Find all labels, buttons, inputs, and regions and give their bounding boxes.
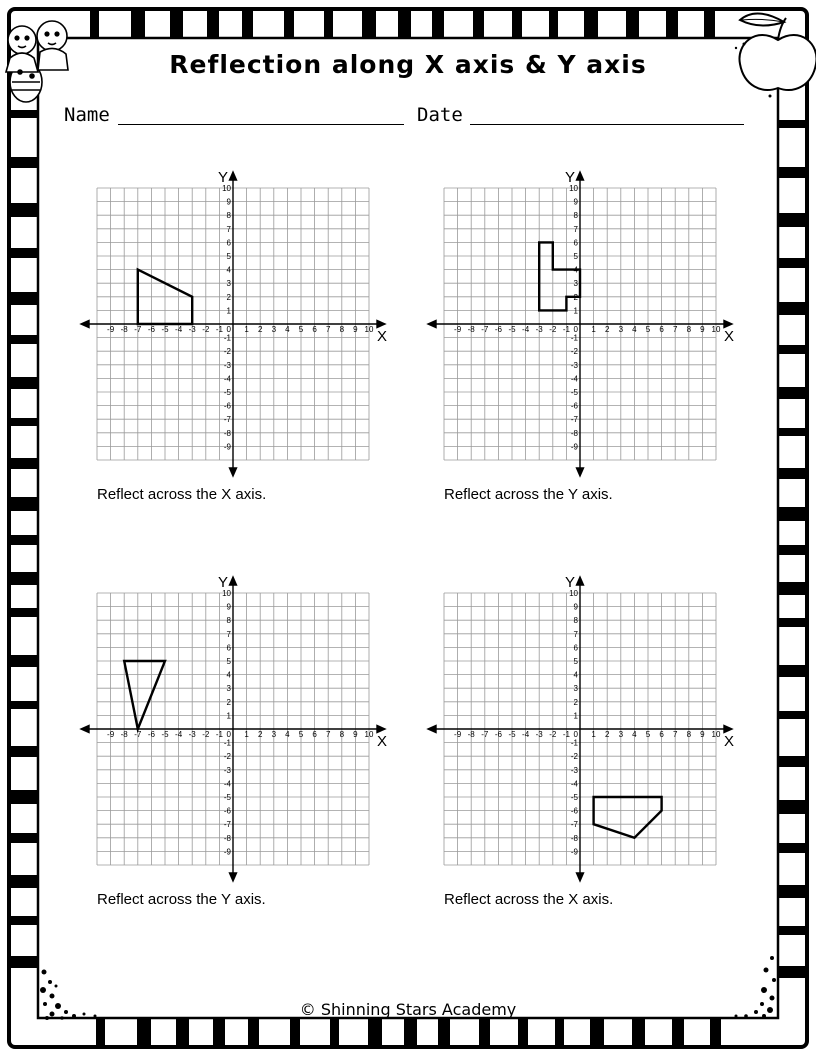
y-tick-label: 2 [573, 697, 578, 707]
axes [81, 172, 388, 476]
y-tick-label: -3 [223, 765, 231, 775]
y-tick-label: 8 [226, 616, 231, 626]
x-tick-label: -2 [549, 730, 557, 739]
y-tick-label: -7 [570, 820, 578, 830]
x-axis-arrow-right [724, 321, 732, 328]
y-tick-label: 9 [573, 602, 578, 612]
y-tick-label: 3 [573, 684, 578, 694]
y-tick-label: 9 [226, 197, 231, 207]
x-tick-label: -6 [494, 325, 502, 334]
y-tick-label: 10 [569, 184, 578, 193]
y-tick-label: -1 [223, 333, 231, 343]
x-axis-label: X [377, 733, 388, 750]
y-axis-label: Y [565, 169, 576, 186]
x-tick-label: 2 [604, 325, 610, 334]
y-tick-label: 2 [226, 697, 231, 707]
y-tick-label: 6 [226, 238, 231, 248]
x-tick-label: -1 [215, 730, 223, 739]
x-tick-label: -1 [562, 730, 570, 739]
x-axis-arrow-right [724, 726, 732, 733]
y-tick-label: -4 [570, 779, 578, 789]
copyright-footer: © Shinning Stars Academy [299, 1000, 517, 1019]
y-tick-label: -1 [570, 333, 578, 343]
y-tick-label: 9 [573, 197, 578, 207]
x-tick-label: 2 [604, 730, 610, 739]
y-tick-label: -6 [570, 806, 578, 816]
tick-labels [454, 184, 721, 451]
x-tick-label: 3 [271, 730, 277, 739]
x-tick-label: -9 [454, 730, 462, 739]
x-tick-label: 1 [591, 730, 596, 739]
x-tick-label: -9 [107, 325, 115, 334]
x-tick-label: 10 [711, 325, 721, 334]
x-tick-label: 8 [686, 325, 692, 334]
x-tick-label: -6 [494, 730, 502, 739]
x-tick-label: 7 [325, 325, 331, 334]
x-tick-label: -7 [481, 730, 489, 739]
x-tick-label: 3 [271, 325, 277, 334]
y-tick-label: 4 [226, 265, 231, 275]
x-tick-label: 3 [618, 730, 624, 739]
y-tick-label: 7 [226, 224, 231, 234]
y-tick-label: -6 [223, 401, 231, 411]
y-tick-label: -9 [223, 847, 231, 857]
x-tick-label: 10 [711, 730, 721, 739]
y-tick-label: -2 [223, 752, 231, 762]
y-tick-label: 6 [573, 643, 578, 653]
coordinate-grid-3 [81, 574, 387, 881]
y-tick-label: -7 [223, 820, 231, 830]
instruction-4: Reflect across the X axis. [444, 891, 614, 908]
x-tick-label: -8 [467, 325, 475, 334]
y-tick-label: 1 [226, 306, 231, 316]
x-tick-label: -6 [147, 325, 155, 334]
y-tick-label: 7 [226, 629, 231, 639]
tick-labels [454, 589, 721, 856]
y-tick-label: -5 [570, 388, 578, 397]
y-axis-label: Y [218, 574, 229, 591]
y-axis-arrow-down [577, 468, 584, 476]
x-tick-label: 7 [325, 730, 331, 739]
y-tick-label: 5 [226, 252, 231, 261]
y-tick-label: -8 [570, 428, 578, 438]
x-tick-label: -3 [535, 325, 543, 334]
x-axis-label: X [724, 328, 735, 345]
x-tick-label: 9 [353, 730, 358, 739]
coordinate-grid-4 [428, 574, 734, 881]
y-tick-label: -4 [570, 374, 578, 384]
x-tick-label: -3 [535, 730, 543, 739]
x-tick-label: -4 [175, 325, 183, 334]
coordinate-grid-2 [428, 169, 734, 476]
x-tick-label: 10 [364, 325, 374, 334]
x-tick-label: 9 [700, 325, 705, 334]
y-tick-label: -4 [223, 779, 231, 789]
y-tick-label: -3 [223, 360, 231, 370]
x-tick-label: -5 [508, 325, 516, 334]
y-tick-label: 5 [573, 252, 578, 261]
y-tick-label: 3 [226, 279, 231, 289]
x-tick-label: 9 [700, 730, 705, 739]
instruction-1: Reflect across the X axis. [97, 486, 267, 503]
x-axis-arrow-left [428, 321, 436, 328]
tick-labels [107, 184, 374, 451]
x-tick-label: 7 [672, 325, 678, 334]
x-tick-label: 1 [244, 730, 249, 739]
y-tick-label: -8 [223, 428, 231, 438]
y-tick-label: 8 [226, 211, 231, 221]
y-axis-arrow-up [577, 172, 584, 180]
x-tick-label: 5 [298, 730, 304, 739]
x-tick-label: 6 [659, 325, 664, 334]
x-tick-label: -7 [481, 325, 489, 334]
x-axis-arrow-right [377, 321, 385, 328]
x-tick-label: 9 [353, 325, 358, 334]
y-tick-label: 7 [573, 629, 578, 639]
y-tick-label: 7 [573, 224, 578, 234]
x-axis-arrow-left [428, 726, 436, 733]
y-axis-arrow-down [230, 873, 237, 881]
y-tick-label: -5 [570, 793, 578, 802]
origin-tick-label: 0 [573, 730, 578, 739]
y-tick-label: 8 [573, 211, 578, 221]
y-tick-label: -6 [570, 401, 578, 411]
y-tick-label: 10 [222, 589, 231, 598]
x-tick-label: -1 [215, 325, 223, 334]
y-tick-label: -8 [223, 833, 231, 843]
x-tick-label: -3 [188, 730, 196, 739]
axes [428, 577, 735, 881]
x-tick-label: -5 [161, 730, 169, 739]
name-label: Name [64, 104, 110, 126]
y-tick-label: 4 [226, 670, 231, 680]
x-tick-label: 6 [312, 730, 317, 739]
y-tick-label: -8 [570, 833, 578, 843]
x-tick-label: 6 [659, 730, 664, 739]
y-axis-arrow-up [230, 172, 237, 180]
tick-labels [107, 589, 374, 856]
x-tick-label: 2 [257, 730, 263, 739]
x-tick-label: -5 [161, 325, 169, 334]
y-tick-label: -5 [223, 793, 231, 802]
y-tick-label: 1 [573, 306, 578, 316]
x-axis-arrow-left [81, 321, 89, 328]
x-tick-label: 5 [645, 325, 651, 334]
x-tick-label: -9 [454, 325, 462, 334]
x-tick-label: -7 [134, 730, 142, 739]
x-tick-label: -5 [508, 730, 516, 739]
x-tick-label: -2 [202, 730, 210, 739]
y-tick-label: -2 [570, 347, 578, 357]
x-tick-label: 8 [339, 730, 345, 739]
x-tick-label: -9 [107, 730, 115, 739]
y-axis-arrow-up [577, 577, 584, 585]
y-tick-label: 4 [573, 265, 578, 275]
y-tick-label: 4 [573, 670, 578, 680]
x-tick-label: 2 [257, 325, 263, 334]
x-axis-label: X [724, 733, 735, 750]
y-tick-label: -3 [570, 765, 578, 775]
x-tick-label: -8 [120, 325, 128, 334]
y-tick-label: 10 [569, 589, 578, 598]
origin-tick-label: 0 [573, 325, 578, 334]
x-tick-label: -6 [147, 730, 155, 739]
instruction-2: Reflect across the Y axis. [444, 486, 613, 503]
worksheet-title: Reflection along X axis & Y axis [169, 50, 647, 79]
x-tick-label: -4 [175, 730, 183, 739]
axes [428, 172, 735, 476]
x-axis-arrow-right [377, 726, 385, 733]
y-tick-label: -7 [570, 415, 578, 425]
x-tick-label: -2 [202, 325, 210, 334]
shape-polygon [594, 797, 662, 838]
x-tick-label: -4 [522, 730, 530, 739]
y-axis-arrow-down [577, 873, 584, 881]
x-tick-label: 5 [645, 730, 651, 739]
x-tick-label: -8 [120, 730, 128, 739]
x-tick-label: 5 [298, 325, 304, 334]
y-tick-label: -9 [570, 442, 578, 452]
y-axis-arrow-up [230, 577, 237, 585]
y-tick-label: 9 [226, 602, 231, 612]
x-tick-label: -3 [188, 325, 196, 334]
y-tick-label: 2 [226, 292, 231, 302]
y-axis-arrow-down [230, 468, 237, 476]
y-tick-label: -7 [223, 415, 231, 425]
coordinate-grid-1 [81, 169, 387, 476]
y-tick-label: -9 [570, 847, 578, 857]
date-label: Date [417, 104, 463, 126]
x-tick-label: -7 [134, 325, 142, 334]
origin-tick-label: 0 [226, 325, 231, 334]
x-tick-label: 1 [591, 325, 596, 334]
x-tick-label: 10 [364, 730, 374, 739]
axes [81, 577, 388, 881]
y-tick-label: 8 [573, 616, 578, 626]
y-tick-label: -5 [223, 388, 231, 397]
y-tick-label: -1 [223, 738, 231, 748]
x-tick-label: 6 [312, 325, 317, 334]
y-tick-label: -9 [223, 442, 231, 452]
y-tick-label: -3 [570, 360, 578, 370]
y-tick-label: 3 [573, 279, 578, 289]
y-tick-label: 2 [573, 292, 578, 302]
x-tick-label: 4 [285, 325, 290, 334]
y-tick-label: -2 [223, 347, 231, 357]
x-axis-label: X [377, 328, 388, 345]
y-tick-label: 5 [573, 657, 578, 666]
x-tick-label: 8 [686, 730, 692, 739]
y-tick-label: 1 [573, 711, 578, 721]
x-tick-label: 3 [618, 325, 624, 334]
x-tick-label: -2 [549, 325, 557, 334]
y-axis-label: Y [218, 169, 229, 186]
x-tick-label: -8 [467, 730, 475, 739]
origin-tick-label: 0 [226, 730, 231, 739]
x-tick-label: -1 [562, 325, 570, 334]
y-tick-label: 3 [226, 684, 231, 694]
y-tick-label: -1 [570, 738, 578, 748]
y-tick-label: 5 [226, 657, 231, 666]
x-tick-label: 4 [285, 730, 290, 739]
y-tick-label: -2 [570, 752, 578, 762]
y-tick-label: 1 [226, 711, 231, 721]
y-tick-label: 6 [226, 643, 231, 653]
x-axis-arrow-left [81, 726, 89, 733]
x-tick-label: 1 [244, 325, 249, 334]
x-tick-label: 7 [672, 730, 678, 739]
y-tick-label: -4 [223, 374, 231, 384]
instruction-3: Reflect across the Y axis. [97, 891, 266, 908]
y-tick-label: -6 [223, 806, 231, 816]
x-tick-label: 8 [339, 325, 345, 334]
y-tick-label: 10 [222, 184, 231, 193]
y-tick-label: 6 [573, 238, 578, 248]
x-tick-label: 4 [632, 730, 637, 739]
y-axis-label: Y [565, 574, 576, 591]
x-tick-label: -4 [522, 325, 530, 334]
x-tick-label: 4 [632, 325, 637, 334]
shape-polygon [124, 661, 165, 729]
